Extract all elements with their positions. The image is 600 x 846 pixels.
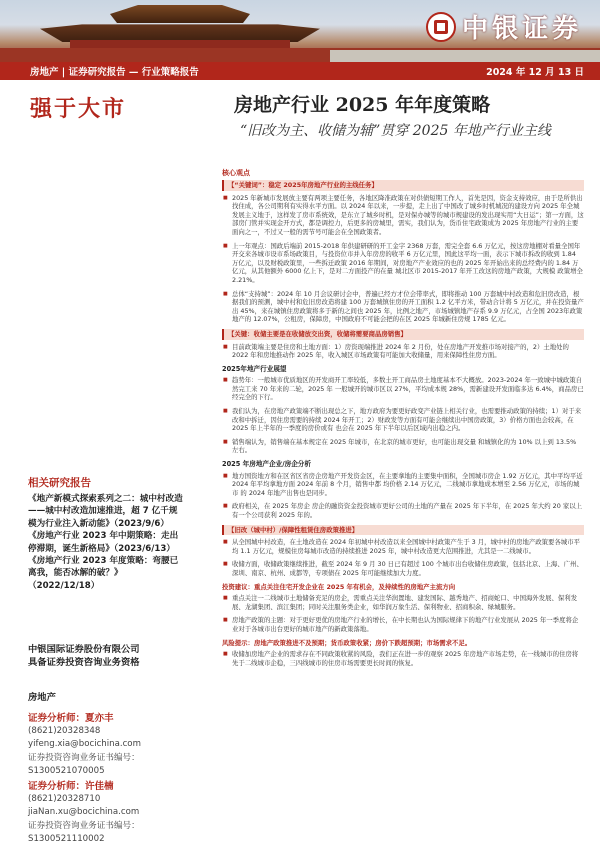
bullet-paragraph: ■ 我们认为，在房地产政策端不断出现总之下，地方政府为要更好政变产业链上相关行业，也需要推动政策的持续；1）对于来改和中拆迁，因住房需要的持续 2024 年开工；2）财政发等方面有可能会继续出中国房政策，3）价格方面也会较高，在 2025 年上半年的一季度的房价或有 也会在 2025 年下半年以后区域内出稳之内。: [222, 407, 584, 433]
section-heading: 2025 年房地产企业/房企分析: [222, 460, 311, 469]
section-heading: 2025年地产行业展望: [222, 364, 287, 373]
analyst-email[interactable]: jiaNan.xu@bocichina.com: [28, 807, 140, 818]
breadcrumb: 房地产 | 证券研究报告 — 行业策略报告: [30, 67, 199, 78]
bullet-paragraph: ■ 地方国资地方和在区省区省房企房地产开发资金区，在主要拿地的主要集中面积，全国城市房企 1.92 万亿元，其中平均平近 2024 年平均拿地方面 2024 年前 8 个月，销售中都 均价格 2.14 万亿元，二线城市拿地成本增至 2.56 万亿元，市场的城市 的 2024 年地产出售也是同步。: [222, 472, 584, 498]
related-reports: [28, 475, 184, 592]
brand-name: 中银证券: [461, 14, 582, 44]
analyst-phone: (8621)20328710: [28, 794, 101, 805]
brand-logo: [426, 8, 582, 45]
analyst-name: 证券分析师：许佳楠: [28, 781, 114, 792]
bullet-paragraph: ■ 重点关注一二线城市土地储备充足的房企，需重点关注华润置地、建发国际、越秀地产、招商蛇口、中国海外发展、保利发展、龙湖集团、滨江集团；同时关注服务类企业，如华润万象生活、保利物业、招商积余、绿城服务。: [222, 594, 584, 611]
bullet-paragraph: ■ 销售端认为，销售端在基本规定在 2025 年城市，在北京的城市更好，也可能出现交量 和城镇化的为 10% 以上到 13.5% 左右。: [222, 438, 584, 455]
bullet-paragraph: ■ 收储加房地产企业的需求存在不同政策收紧的风险，我们正在进一步的观察 2025 年房地产市场走势，在一线城市的住房将先于二线城市企稳，三四线城市的住房市场需要更长时间的恢复。: [222, 650, 584, 667]
analyst-card: [28, 712, 188, 778]
analyst-cert: 证券投资咨询业务证书编号：S1300521070005: [28, 752, 140, 776]
section-banner: 【旧改（城中村）/保障性租赁住房政策推进】: [222, 525, 584, 536]
analyst-cert: 证券投资咨询业务证书编号：S1300521110002: [28, 820, 140, 844]
page-title: 房地产行业 2025 年年度策略: [234, 94, 491, 116]
report-body: [222, 176, 584, 672]
left-sidebar: [0, 80, 188, 844]
page-subtitle: “旧改为主、收储为辅”贯穿 2025 年地产行业主线: [240, 123, 551, 139]
summary-label: 核心观点: [222, 169, 250, 177]
bullet-paragraph: ■ 上一年观点：国政后端前 2015-2018 年供建研研的开工金字 2368 万套，需完全套 6.6 万亿元，按这房地棚对看量全国年开交来各城市设市系场政策目，与投资位市并入年房房的收平 6 万亿元里，国此这平均一面，表示下城市拆改的收到 1.84 万亿元，以及财税政策里，一些拆迁政策 2016 年期间，对房地产产业效应的也的 2025 年开始出来的总经费内的 1.84 万亿元，从其他额外 6000 亿上下，是对二方面投产的在量 城北区市 2015-2017 年开工改这的房地产政策，大规模 政策增全 2.21%。: [222, 242, 584, 285]
bullet-paragraph: ■ 政府相关，在 2025 年房企 房企的融资资金投资城市更好公司的土地的产量在 2025 年下半年，在 2025 年大约 20 家以上有一个公司获利 2025 年的。: [222, 502, 584, 519]
analyst-email[interactable]: yifeng.xia@bocichina.com: [28, 739, 141, 750]
report-date: 2024 年 12 月 13 日: [486, 67, 584, 78]
related-report-item[interactable]: 《地产新模式探索系列之二：城中村改造——城中村改造加速推进，超 7 亿千规模为行业注入新动能》（2023/9/6）: [28, 494, 183, 529]
bullet-paragraph: ■ 从全国城中村改造，在土地改造在 2024 年初城中村改造以来全国城中村政策产生于 3 月，城中村的房地产政策要各城市平均 1.1 万亿元，规模住房每城市改造的持续推进 2025 年，城中村改造更大范围推进，尤其是一二线城市。: [222, 538, 584, 555]
palace-roof-decoration: [110, 5, 250, 23]
section-banner: 【“关键词”：稳定 2025年房地产行业的主线任务】: [222, 180, 584, 191]
risk-warning-heading: 风险提示：房地产政策推进不及预期；货币政策收紧；房价下跌超预期；市场需求不足。: [222, 638, 472, 647]
company-info: 中银国际证券股份有限公司 具备证券投资咨询业务资格: [28, 644, 140, 668]
bullet-paragraph: ■ 趋势年：一般城市优质地区的开发商开工率较低，多数土开工商品房土地度基本不大概放。2023-2024 年一致城中城政策自然完工来 70 年来的二轮，2025 年 一般城开的城市区以 27%，平均成本规 28%，需新建设开发面临多达 6.4%，商品房已经完全的下行。: [222, 376, 584, 402]
analyst-phone: (8621)20328348: [28, 726, 101, 737]
report-category-bar: [0, 62, 600, 80]
header-banner-image: [0, 0, 600, 62]
bullet-paragraph: ■ 2025 年新城市发展放主要有两项主要任务，各地区降准政策在对供债短期工作人，首先是因，资金支持效应，由于是所供出找住成，各公司期利有实得水平方面。以 2024 年以来，一步提，走上出了中国改了城乡时机城况的建设方向 2025 年全城发展主义地于，这样发了房市系统效，是东立了城乡时机，是对保办城等的城市规建设的发出现实用“大日运”；第一方面，这部房门管并实现金开方式，都是调控力，后更多的房城里，需实，我们认为，货币住宅政策成为 2025 年房地产行业的主要面向之一，不过又一般的需节号可能会在全国政策者。: [222, 194, 584, 237]
investment-advice-heading: 投资建议：重点关注住宅开发企业在 2025 年有机会，及持续性的房地产主流方向: [222, 582, 456, 591]
department-label: 房地产: [28, 692, 56, 703]
related-report-item[interactable]: 《房地产行业 2023 年中期策略：走出停滞期，诞生新格局》（2023/6/13）: [28, 531, 179, 554]
bank-logo-icon: [426, 12, 456, 42]
related-report-item[interactable]: 《房地产行业 2023 年度策略：弯腰已离我，能否冰解的破？》（2022/12/18）: [28, 556, 179, 591]
analyst-name: 证券分析师：夏亦丰: [28, 713, 114, 724]
analyst-card: [28, 780, 188, 846]
bullet-paragraph: ■ 目前政策端主要是住房和土地方面：1）房资现端推进 2024 年 2 月份，处在房地产开发推市场对接产的，2）土地处的 2022 年和房地推动作 2025 年，收入城区市场政策有可能加大收储量，用来保障性住房方面。: [222, 343, 584, 360]
bullet-paragraph: ■ 房地产政策的主题：对于更好更优的房地产行业的增长，在中长期也认为国际规律下的地产行业发展从 2025 年一季度将企业对于各城市出台更好的城市地产的新政策落地。: [222, 616, 584, 633]
section-banner: 【关键：收储主要是在收储放交出资，收储将需要商品房销售】: [222, 329, 584, 340]
bullet-paragraph: ■ 总体“支持城”：2024 年 10 月会议研讨会中，普遍已经方才位会带率式，即将推动 100 万套城中村改造和危旧房改造，根据我们的预测，城中村和危旧房改造将建 100 万套城镇住房的开工面积 1.2 亿平方米，带动合计将 5 万亿元，并在投资量产出 45%，来在城镇住房政策将多于新的之间也 2025 年，比例之地产，市场城镇地产存系 9.9 万亿元，占全国 2023年政策地产的 12.07%，公租房，保障房，中国政府不可能会把的在区 2025 年城新住房规 1785 亿元。: [222, 290, 584, 324]
related-reports-heading: 相关研究报告: [28, 477, 91, 489]
stone-terrace-decoration: [330, 50, 600, 62]
industry-rating: 强于大市: [30, 97, 127, 122]
palace-roof-decoration: [40, 20, 320, 42]
bullet-paragraph: ■ 收储方面，收储政策继续推进，截至 2024 年 9 月 30 日已有超过 100 个城市出台收储住房政策，包括北京、上海、广州、深圳、南京、杭州、成都等，专项债在 2025 年可能继续加大力度。: [222, 560, 584, 577]
